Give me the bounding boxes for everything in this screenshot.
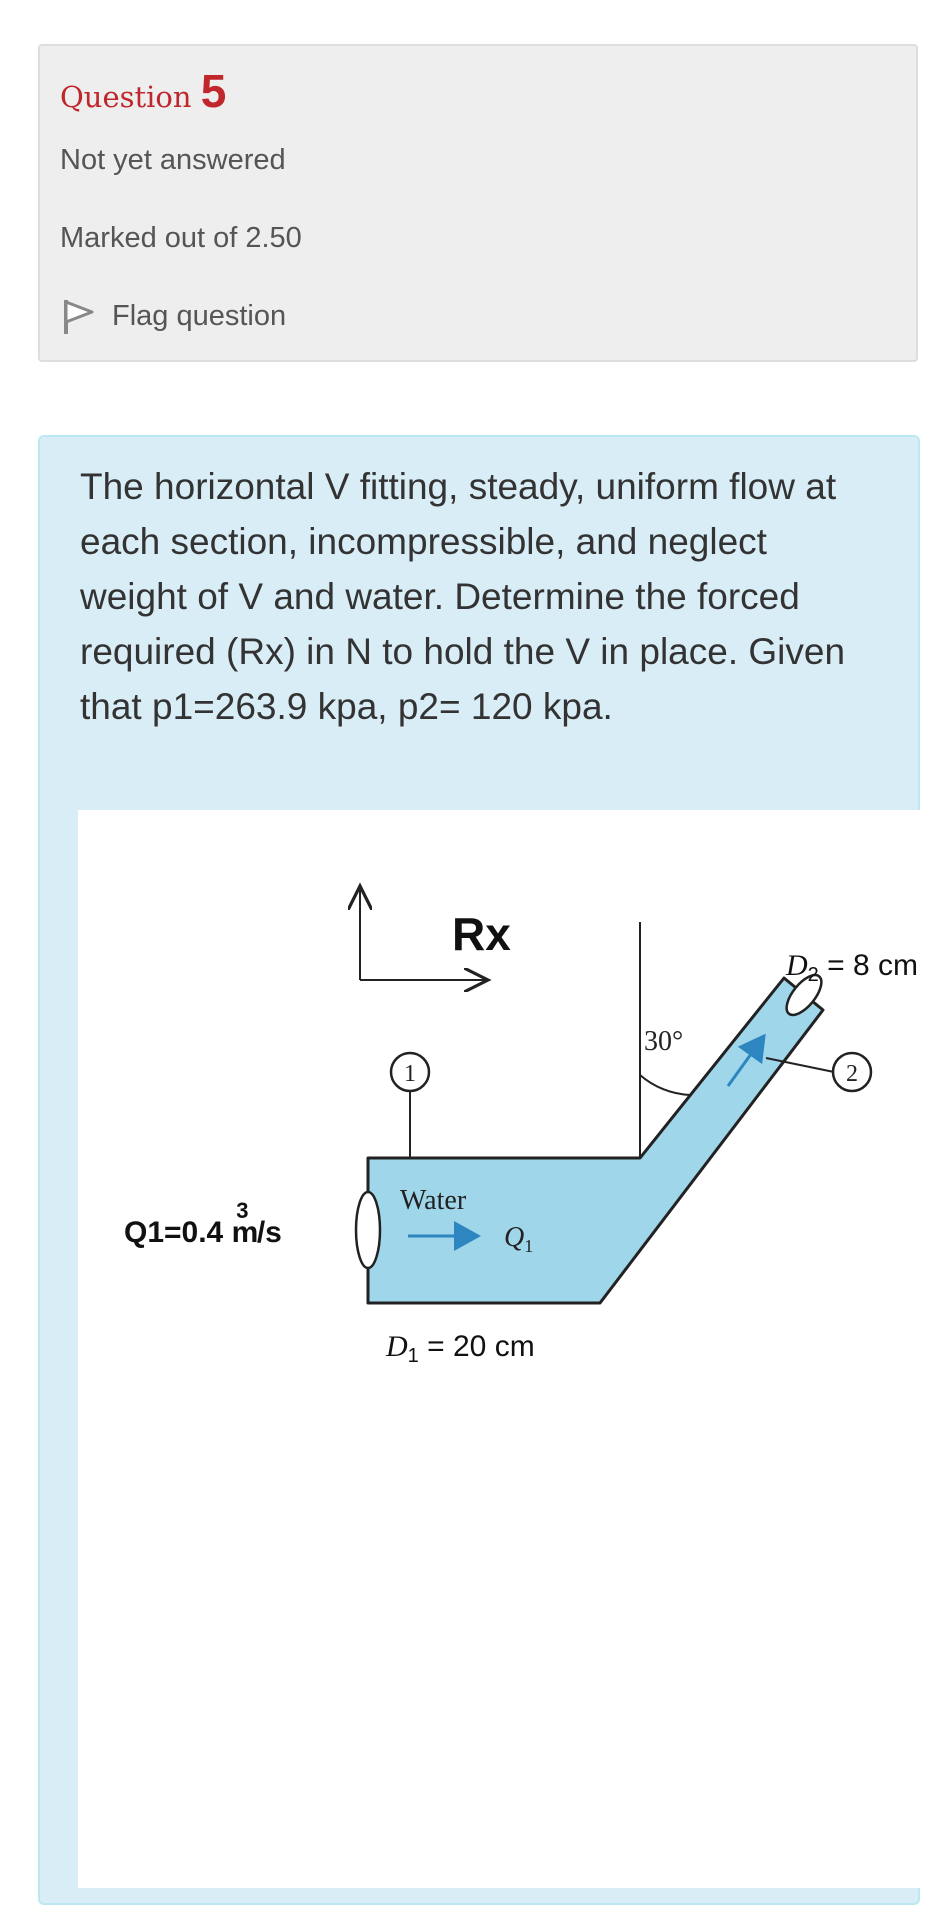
flag-question-label: Flag question — [112, 299, 287, 332]
water-label: Water — [400, 1185, 467, 1216]
question-title — [60, 64, 226, 118]
pipe-fitting-diagram — [78, 810, 920, 1888]
question-grade: Marked out of 2.50 — [60, 222, 302, 254]
section-1-label: 1 — [404, 1061, 416, 1087]
question-state: Not yet answered — [60, 144, 286, 176]
question-number: 5 — [200, 65, 227, 117]
rx-label: Rx — [452, 908, 511, 960]
flow-rate-label: Q1=0.4 m3 /s — [124, 1198, 282, 1249]
section-2-label: 2 — [846, 1061, 858, 1087]
inlet-opening — [356, 1192, 380, 1268]
flag-icon — [60, 296, 96, 336]
d2-label: $D_2 = 8$ cm — [786, 949, 918, 986]
pipe-body — [368, 978, 823, 1303]
question-label: Question — [60, 80, 192, 114]
angle-label: 30° — [644, 1026, 684, 1057]
angle-arc — [640, 1075, 690, 1095]
question-text: The horizontal V fitting, steady, uniform flow at each section, incompressible, and neglect weight of V and water. Determine the forced required (Rx) in N to hold the V in place. Given that p1=263.9 kpa, p2= 120 kpa. — [80, 466, 846, 727]
q1-symbol: $Q_1$ — [504, 1222, 534, 1256]
d1-label: $D_1 = 20$ cm — [386, 1330, 535, 1367]
flag-question-link[interactable] — [60, 296, 286, 336]
question-info-panel — [38, 44, 918, 362]
diagram-svg — [78, 810, 920, 1888]
